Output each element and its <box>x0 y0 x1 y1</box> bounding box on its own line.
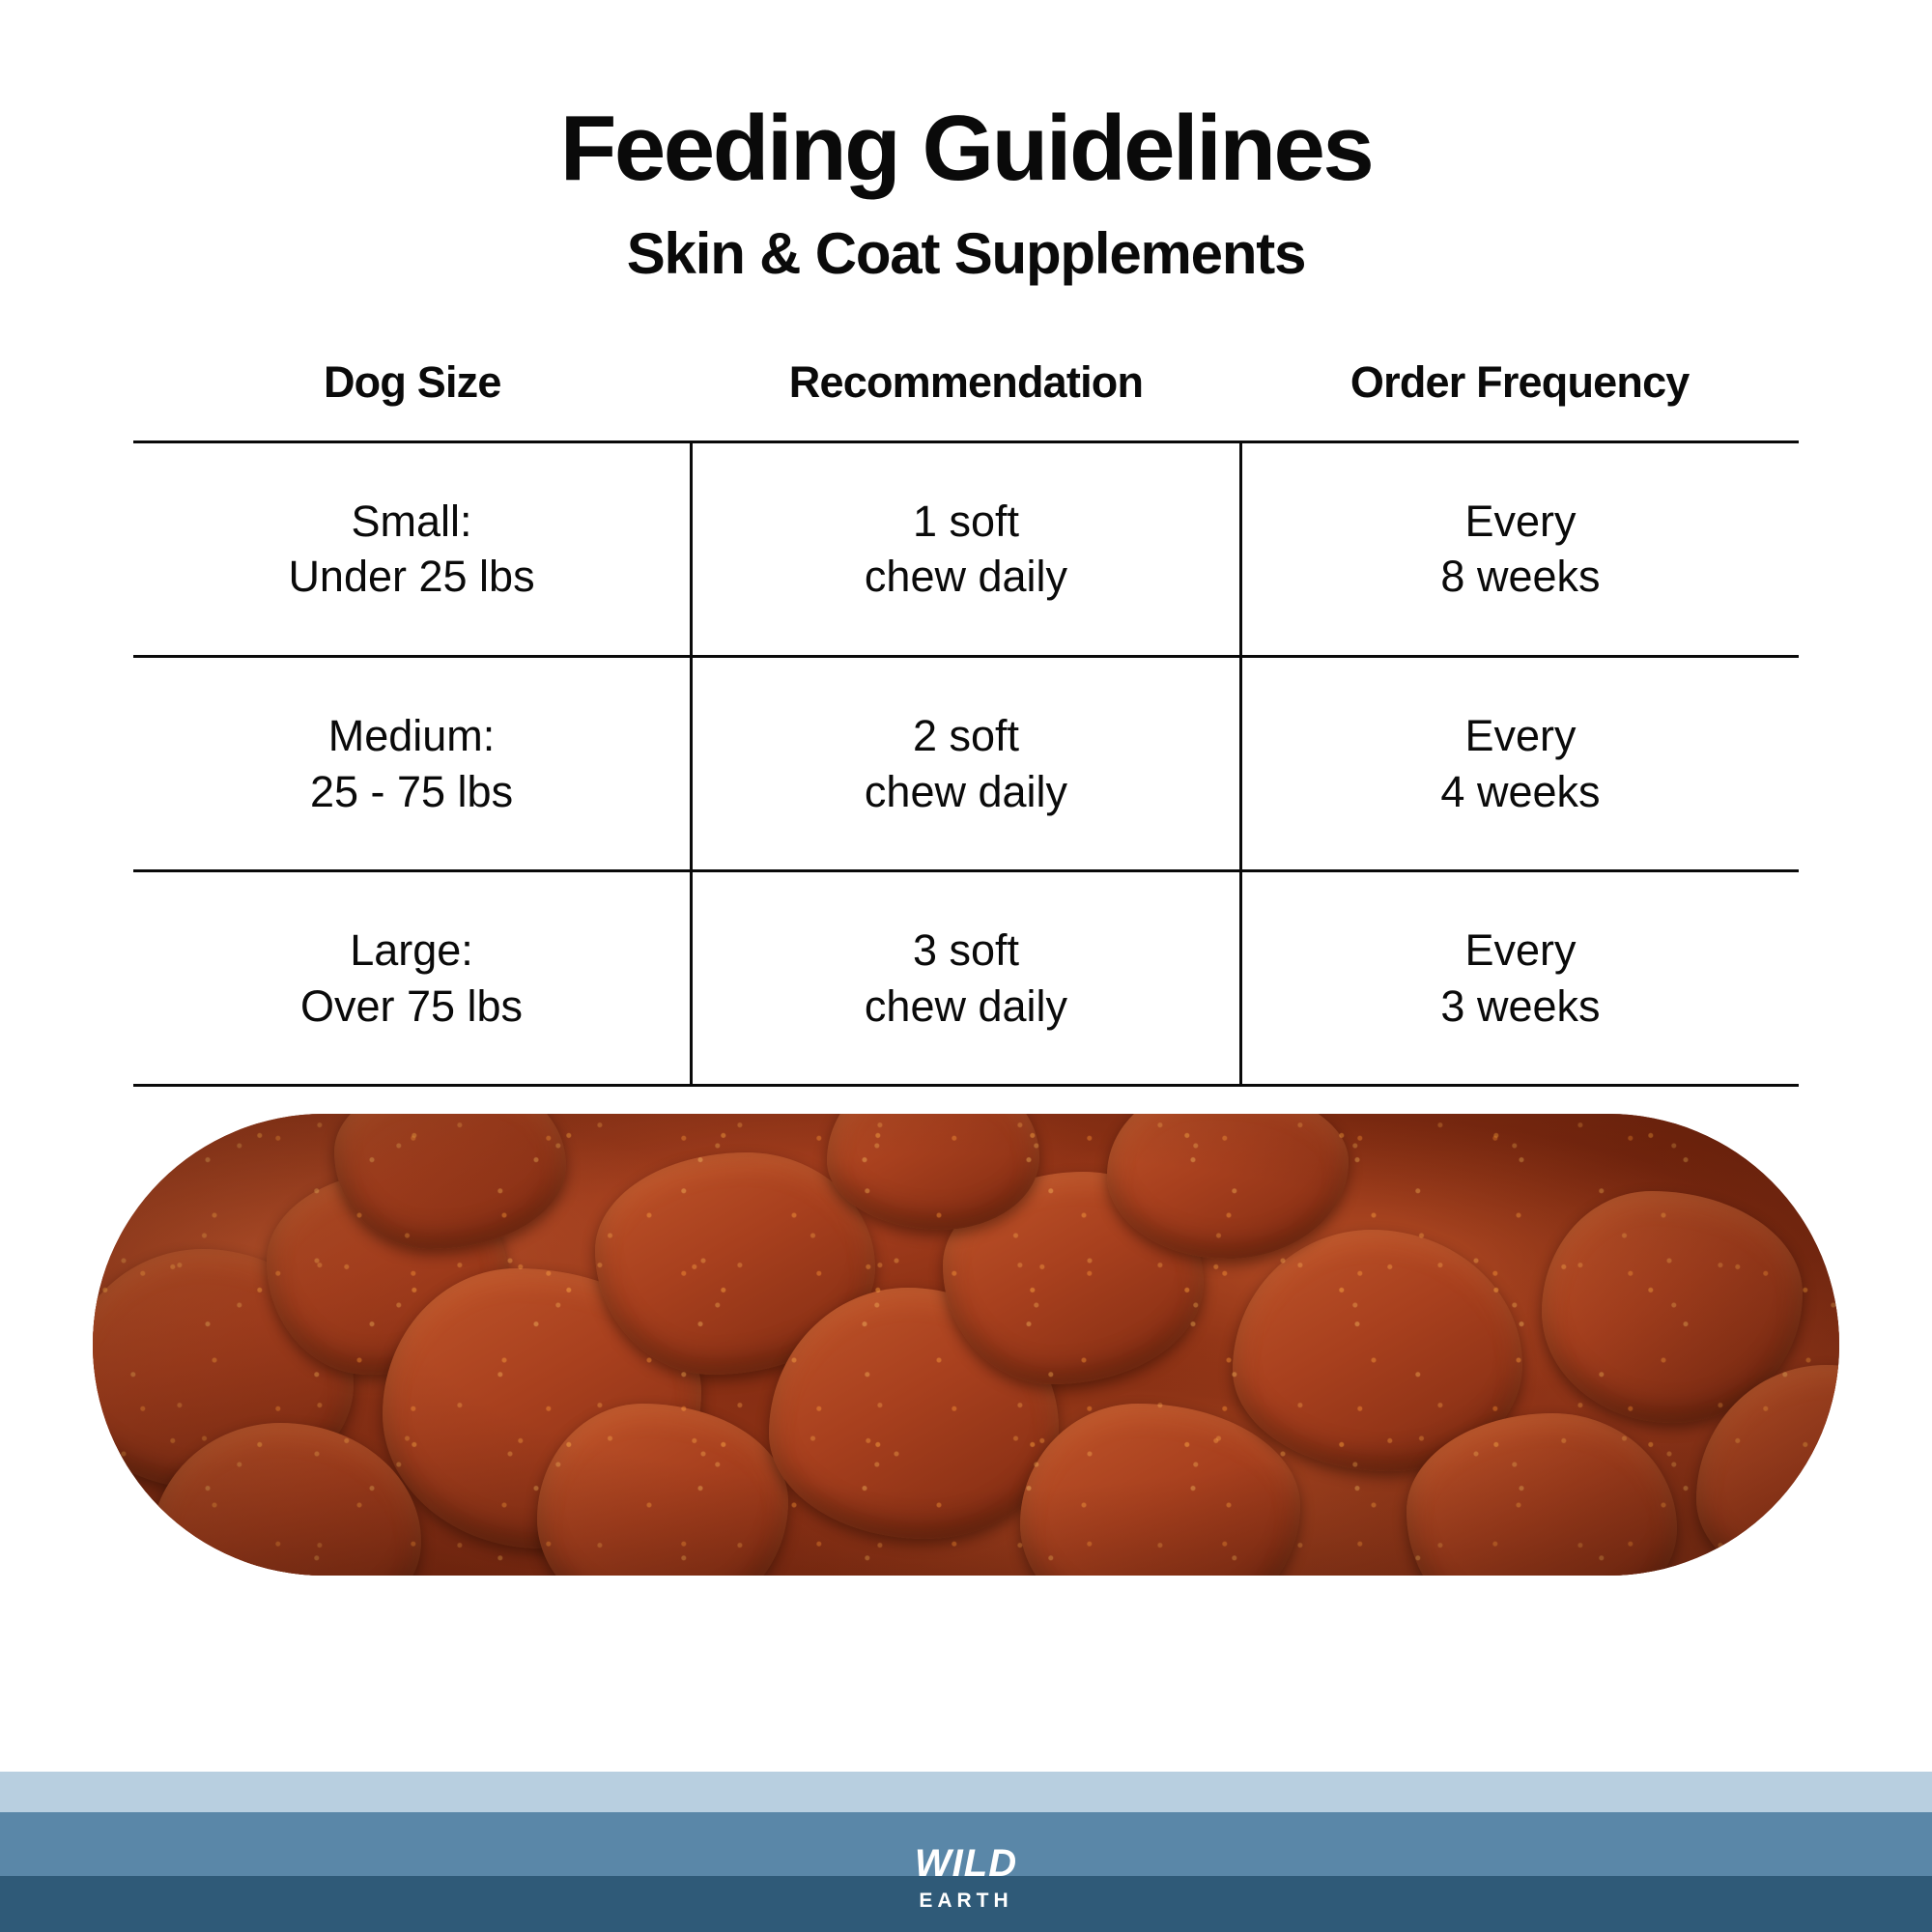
table-row <box>133 657 1799 871</box>
order-frequency-prefix: Every <box>1464 925 1577 976</box>
order-frequency-interval: 3 weeks <box>1440 980 1601 1031</box>
table-row <box>133 871 1799 1086</box>
header <box>0 0 1932 286</box>
footer-band-light <box>0 1772 1932 1812</box>
column-header-dog-size: Dog Size <box>323 356 501 407</box>
order-frequency-prefix: Every <box>1464 496 1577 546</box>
cell-dog-size <box>133 441 692 656</box>
cell-recommendation <box>692 657 1241 871</box>
cell-dog-size <box>133 657 692 871</box>
recommendation-frequency: chew daily <box>864 980 1068 1031</box>
cell-order-frequency <box>1240 441 1799 656</box>
dog-size-range: Under 25 lbs <box>288 552 535 602</box>
photo-vignette <box>93 1114 1839 1576</box>
recommendation-frequency: chew daily <box>864 552 1068 602</box>
table-row <box>133 441 1799 656</box>
page-title: Feeding Guidelines <box>559 97 1373 200</box>
recommendation-amount: 1 soft <box>912 496 1020 546</box>
brand-logo-wild: WILD <box>914 1842 1018 1885</box>
table-header <box>133 357 1799 442</box>
cell-order-frequency <box>1240 871 1799 1086</box>
feeding-guidelines-table <box>133 357 1799 1088</box>
page-subtitle: Skin & Coat Supplements <box>626 220 1306 286</box>
feeding-table-wrapper <box>133 357 1799 1088</box>
column-header-order-frequency: Order Frequency <box>1350 356 1690 407</box>
recommendation-amount: 2 soft <box>912 711 1020 761</box>
dog-size-label: Medium: <box>327 711 496 761</box>
recommendation-frequency: chew daily <box>864 766 1068 816</box>
order-frequency-prefix: Every <box>1464 711 1577 761</box>
order-frequency-interval: 8 weeks <box>1440 552 1601 602</box>
recommendation-amount: 3 soft <box>912 925 1020 976</box>
cell-recommendation <box>692 441 1241 656</box>
dog-size-label: Large: <box>350 925 473 976</box>
dog-size-range: 25 - 75 lbs <box>309 766 514 816</box>
footer <box>0 1772 1932 1932</box>
brand-logo-earth: EARTH <box>919 1889 1013 1912</box>
product-photo <box>93 1114 1839 1576</box>
cell-order-frequency <box>1240 657 1799 871</box>
cell-recommendation <box>692 871 1241 1086</box>
cell-dog-size <box>133 871 692 1086</box>
dog-size-range: Over 75 lbs <box>299 980 524 1031</box>
product-photo-area <box>93 1114 1839 1576</box>
table-body <box>133 441 1799 1086</box>
brand-logo <box>0 1844 1932 1911</box>
table-header-row <box>133 357 1799 442</box>
dog-size-label: Small: <box>351 496 472 546</box>
column-header-recommendation: Recommendation <box>788 356 1144 407</box>
order-frequency-interval: 4 weeks <box>1440 766 1601 816</box>
